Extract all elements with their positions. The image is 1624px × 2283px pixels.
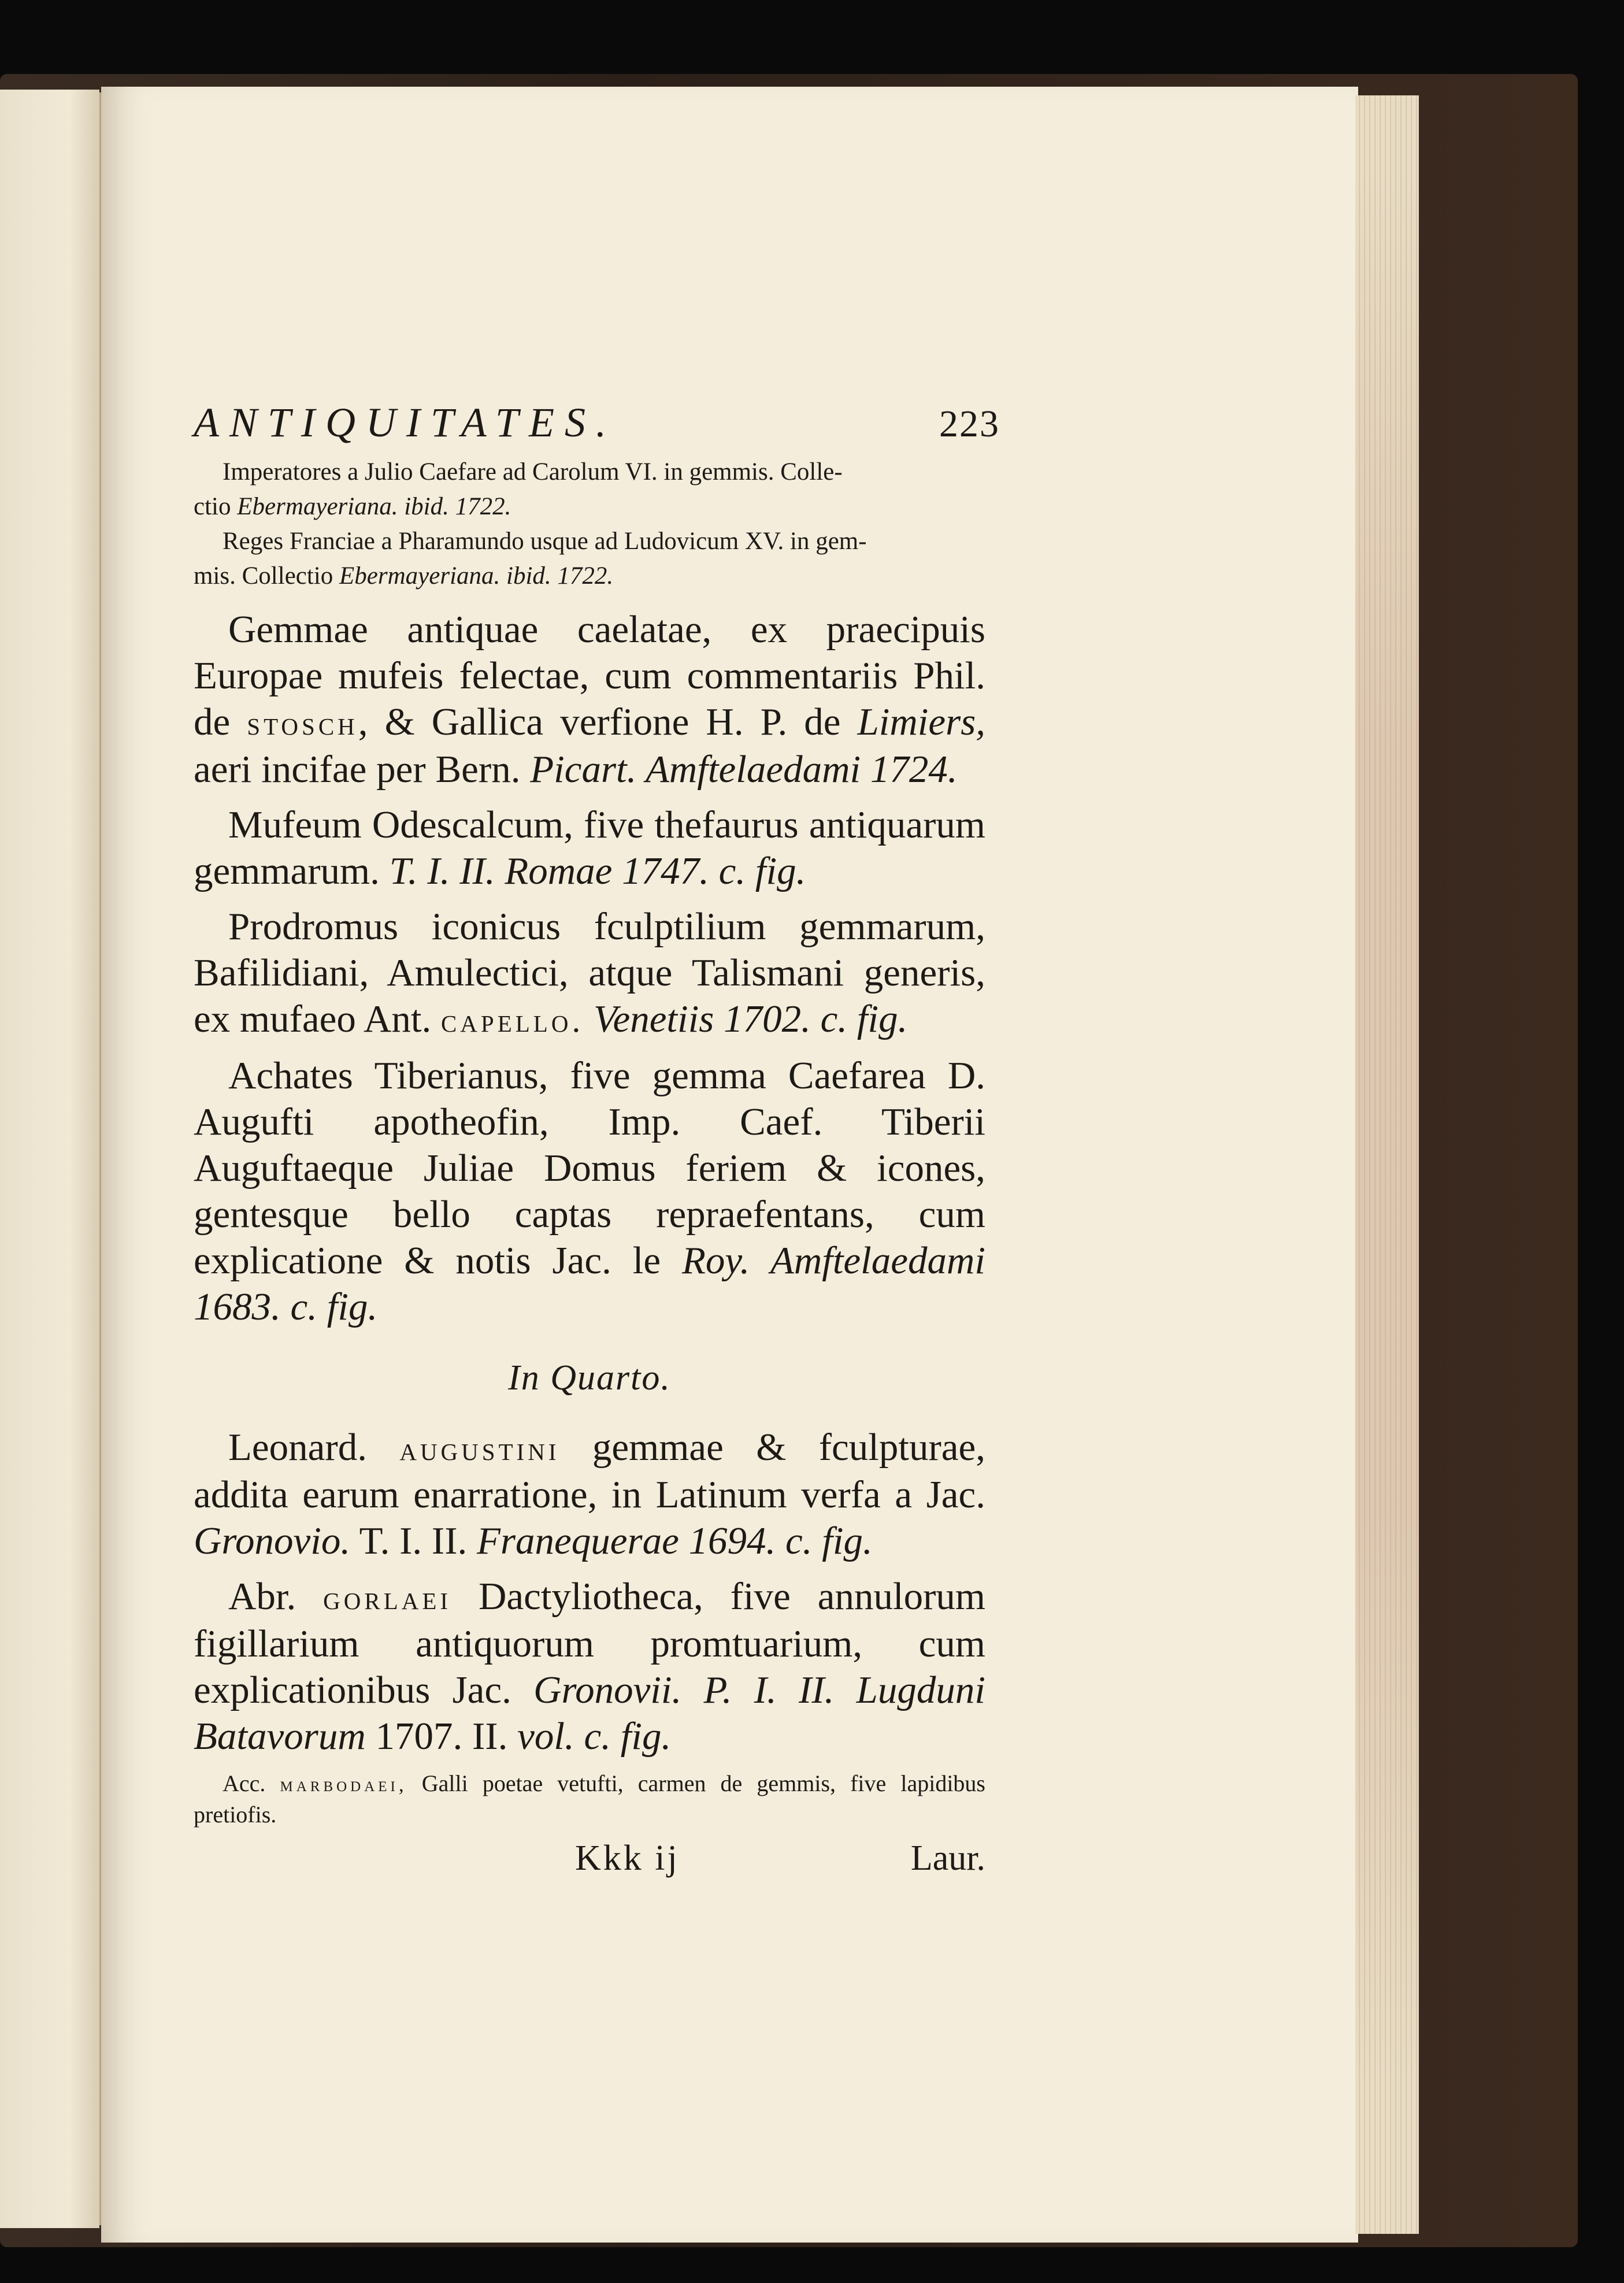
preamble-line: ctio — [194, 493, 231, 520]
entry-italic: vol. c. fig. — [517, 1715, 672, 1758]
entry-text: , & Gallica verfione H. P. de — [358, 701, 841, 743]
entry-text: Prodromus iconicus fculptilium gemmarum, Bafilidiani, Amulectici, atque Talismani generis, ex mufaeo Ant. — [194, 905, 985, 1040]
entry-italic: Limiers, — [857, 701, 986, 743]
bibliography-entry — [194, 1052, 985, 1330]
preamble-italic: Ebermayeriana. ibid. 1722. — [237, 493, 511, 520]
page-footer — [194, 1838, 985, 1879]
page-text-block — [194, 399, 1000, 1879]
signature-mark: Kkk ij — [575, 1839, 680, 1878]
preamble-line: Imperatores a Julio Caefare ad Carolum VI. in gemmis. Colle- — [223, 458, 843, 485]
author-smallcaps: augustini — [399, 1429, 560, 1467]
author-smallcaps: stosch — [247, 704, 358, 742]
facing-page-edge — [0, 90, 99, 2228]
preamble-entry — [194, 524, 985, 594]
entry-text: Mufeum Odescalcum, five thefaurus antiquarum gemmarum. — [194, 803, 985, 892]
bibliography-entry — [194, 903, 985, 1043]
preamble-italic: Ebermayeriana. ibid. 1722. — [339, 562, 614, 590]
author-smallcaps: gorlaei — [323, 1578, 452, 1617]
accompanying-note — [194, 1769, 985, 1830]
entry-text: Gemmae antiquae caelatae, ex praecipuis Europae mufeis felectae, cum commentariis Phil. de — [194, 608, 985, 743]
entry-text: Abr. — [228, 1575, 296, 1618]
section-subheading: In Quarto. — [508, 1358, 671, 1398]
preamble-line: mis. Collectio — [194, 562, 333, 590]
entry-text: Leonard. — [228, 1426, 367, 1469]
note-text: Acc. — [223, 1770, 266, 1796]
fore-edge-tint — [1355, 173, 1419, 2081]
entry-italic: Venetiis 1702. c. fig. — [593, 998, 908, 1040]
entry-text: gemmae & fculpturae, addita earum enarratione, in Latinum verfa a Jac. — [194, 1426, 986, 1516]
entry-italic: Franequerae 1694. c. fig. — [477, 1519, 873, 1562]
entry-italic: Gronovii. P. I. II. Lugduni Batavorum — [194, 1669, 985, 1758]
entry-italic: T. I. II. — [389, 850, 495, 892]
bibliography-entry — [194, 606, 985, 792]
bibliography-entry — [194, 1573, 985, 1759]
entry-text: T. I. II. — [359, 1519, 468, 1562]
author-smallcaps: marbodaei, — [280, 1773, 407, 1796]
author-smallcaps: capello. — [440, 1001, 584, 1039]
entry-text: Achates Tiberianus, five gemma Caefarea D. Augufti apotheofin, Imp. Caef. Tiberii Auguftaeque Juliae Domus feriem & icones, gentesque bello captas repraefentans, cum explicatione & notis Jac. le — [194, 1054, 985, 1282]
bibliography-entry — [194, 1424, 985, 1564]
page-number: 223 — [939, 403, 1000, 445]
page-title: ANTIQUITATES. — [194, 399, 617, 446]
catchword: Laur. — [910, 1839, 985, 1878]
running-head — [194, 399, 1000, 447]
entry-italic: Roy. Amftelaedami 1683. c. fig. — [194, 1239, 986, 1328]
entry-italic: Picart. Amftelaedami 1724. — [530, 748, 958, 791]
entry-italic: Romae 1747. c. fig. — [505, 850, 806, 892]
preamble-line: Reges Franciae a Pharamundo usque ad Ludovicum XV. in gem- — [223, 528, 867, 555]
entry-italic: Gronovio. — [194, 1519, 351, 1562]
bibliography-entry — [194, 802, 985, 894]
note-text: Galli poetae vetufti, carmen de gemmis, five lapidibus pretiofis. — [194, 1770, 986, 1828]
entry-text: Dactyliotheca, five annulorum figillarium antiquorum promtuarium, cum explicationibus Jac. — [194, 1575, 986, 1711]
preamble-entry — [194, 455, 985, 524]
entry-text: aeri incifae per Bern. — [194, 748, 521, 791]
entry-text: 1707. II. — [375, 1715, 508, 1758]
